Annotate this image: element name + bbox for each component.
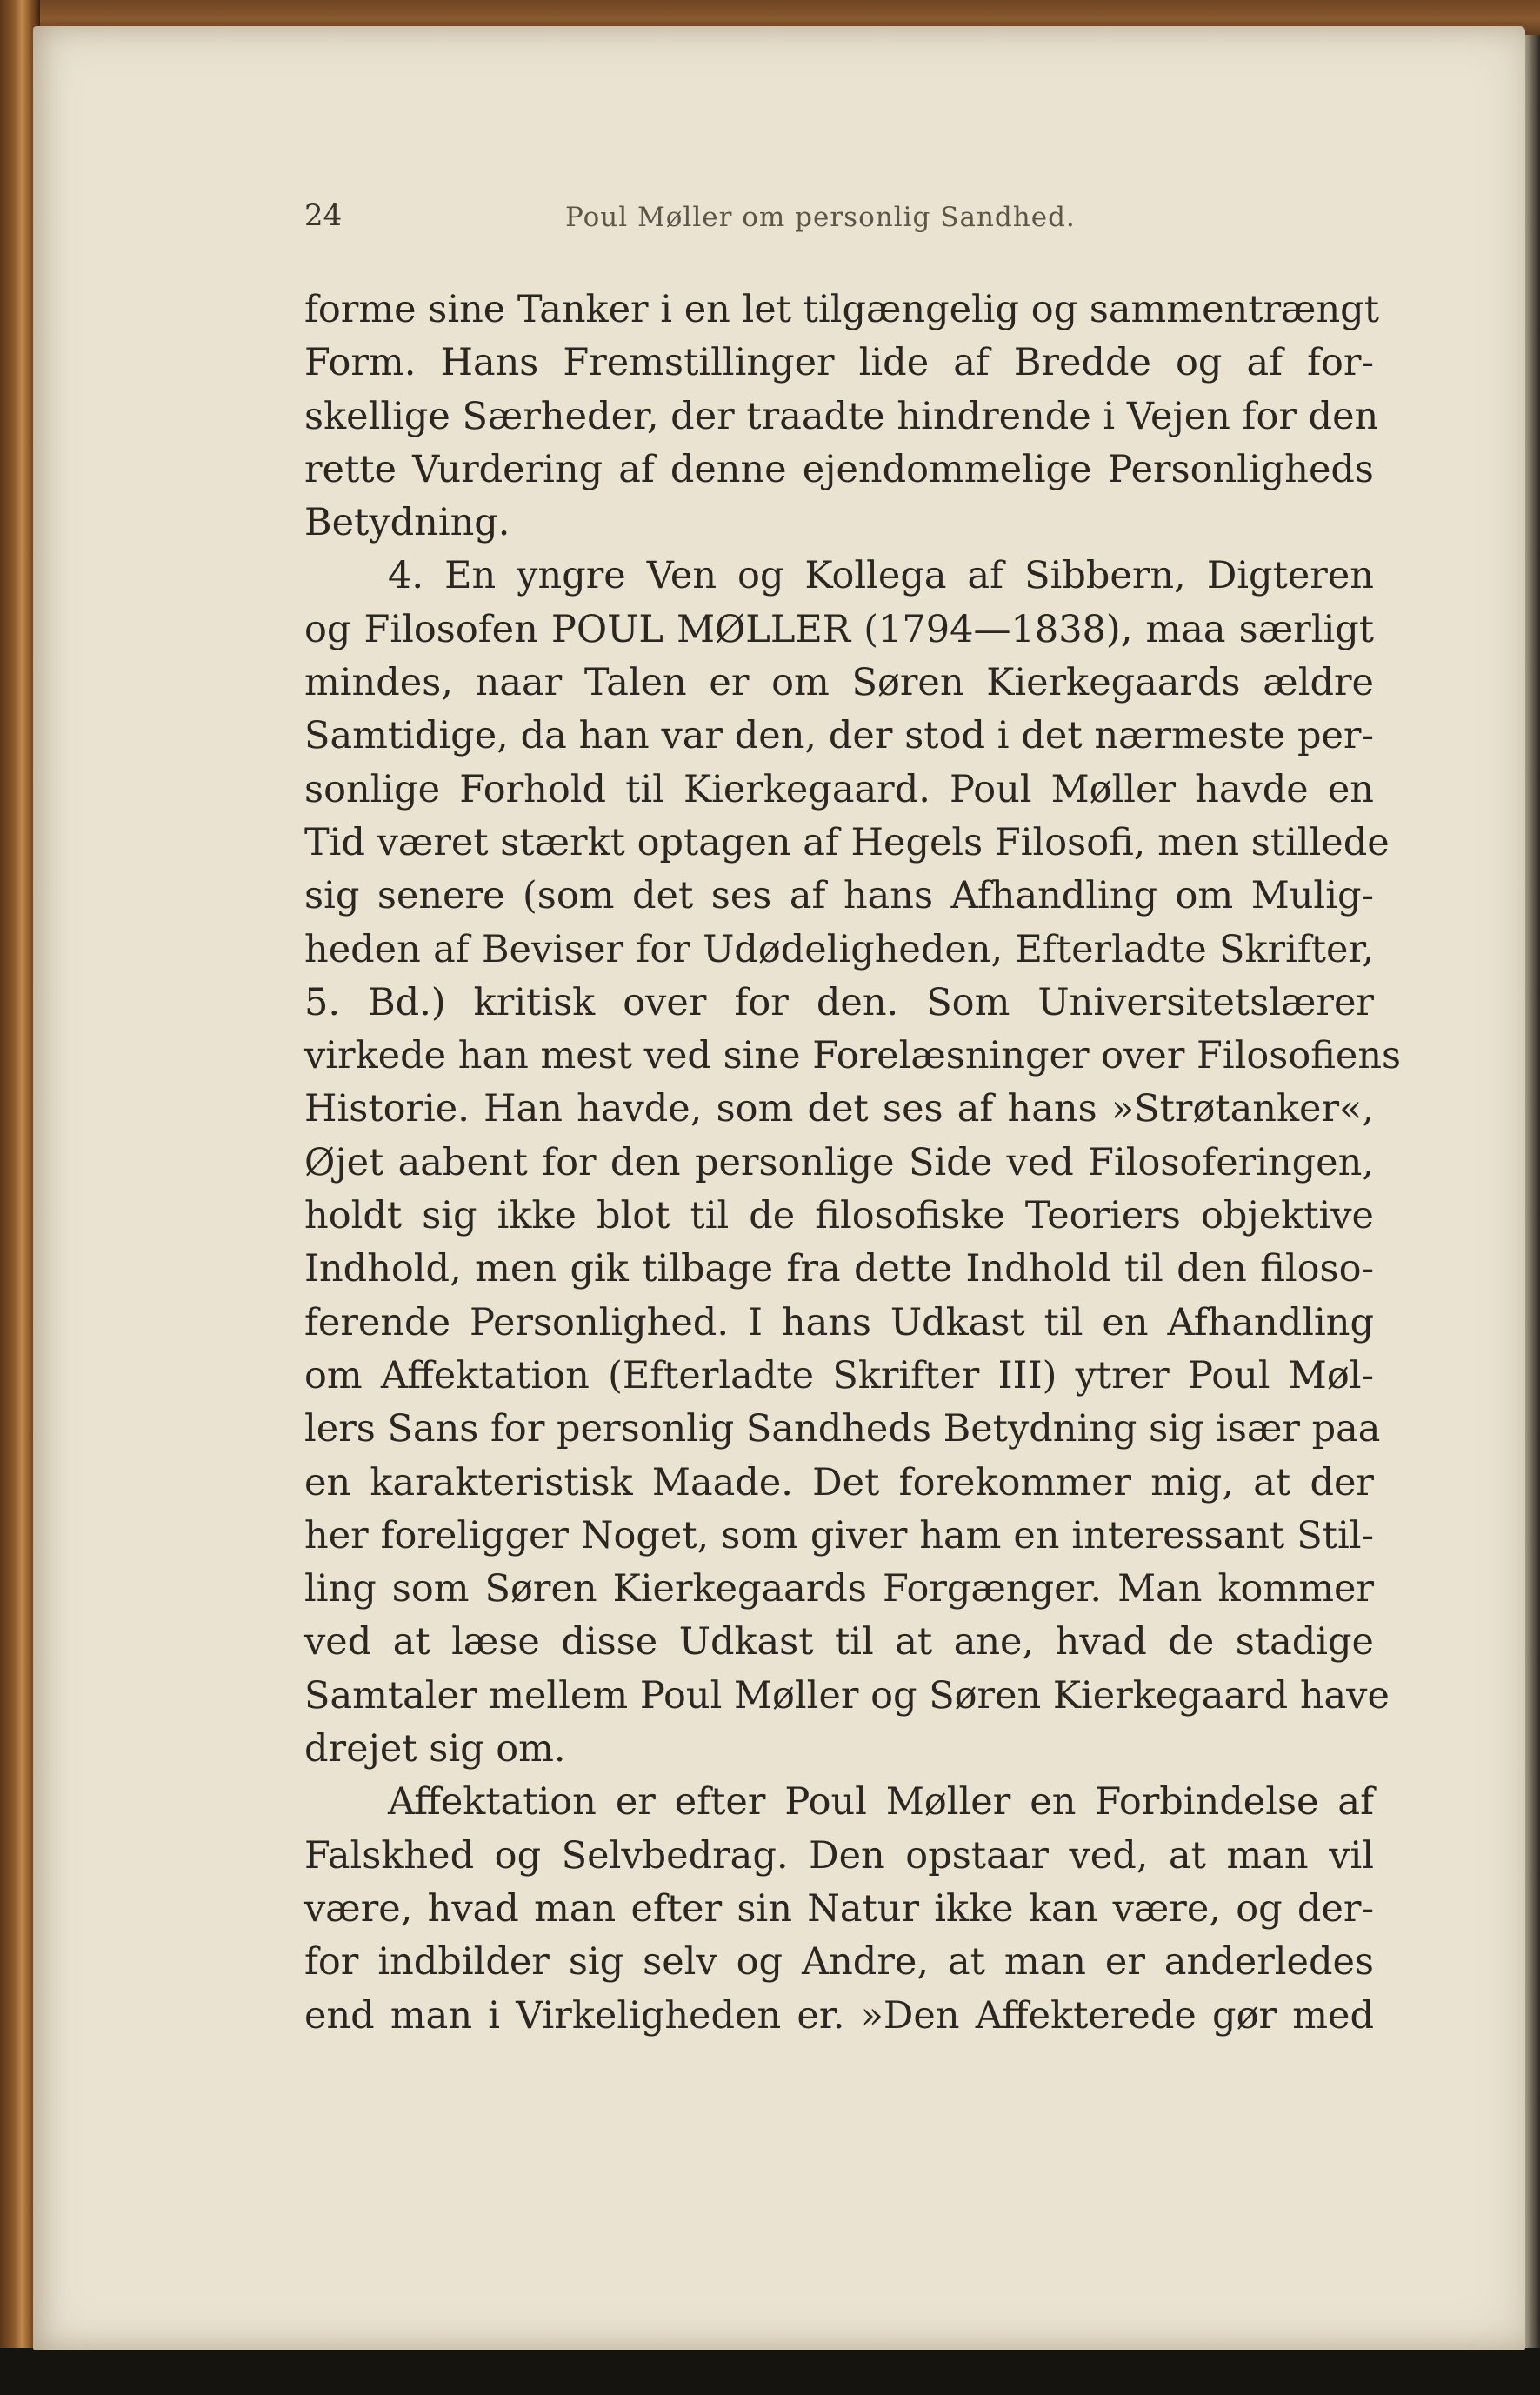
text-line: Falskhed og Selvbedrag. Den opstaar ved, at man vil xyxy=(304,1833,1374,1878)
text-line: rette Vurdering af denne ejendommelige Personligheds xyxy=(304,447,1374,491)
text-line: ved at læse disse Udkast til at ane, hvad de stadige xyxy=(304,1620,1374,1664)
body-text xyxy=(304,284,1402,2043)
text-line: forme sine Tanker i en let tilgængelig og sammentrængt xyxy=(304,288,1379,331)
text-line: drejet sig om. xyxy=(304,1727,566,1771)
text-line: 4. En yngre Ven og Kollega af Sibbern, Digteren xyxy=(388,554,1374,598)
text-line: ferende Personlighed. I hans Udkast til en Afhandling xyxy=(304,1300,1374,1344)
page-number: 24 xyxy=(304,198,343,233)
text-line: Indhold, men gik tilbage fra dette Indhold til den filoso- xyxy=(304,1247,1374,1291)
text-line: Affektation er efter Poul Møller en Forbindelse af xyxy=(388,1780,1374,1825)
text-line: heden af Beviser for Udødeligheden, Efterladte Skrifter, xyxy=(304,927,1374,971)
text-line: 5. Bd.) kritisk over for den. Som Universitetslærer xyxy=(304,980,1374,1024)
text-line: mindes, naar Talen er om Søren Kierkegaards ældre xyxy=(304,661,1374,705)
text-line: være, hvad man efter sin Natur ikke kan være, og der- xyxy=(304,1886,1374,1931)
text-line: end man i Virkeligheden er. »Den Affekterede gør med xyxy=(304,1993,1374,2038)
text-line: sig senere (som det ses af hans Afhandling om Mulig- xyxy=(304,874,1374,918)
text-line: her foreligger Noget, som giver ham en interessant Stil- xyxy=(304,1513,1374,1558)
text-line: om Affektation (Efterladte Skrifter III) ytrer Poul Møl- xyxy=(304,1353,1374,1398)
text-line: sonlige Forhold til Kierkegaard. Poul Møller havde en xyxy=(304,767,1374,811)
text-line: Samtaler mellem Poul Møller og Søren Kierkegaard have xyxy=(304,1673,1390,1718)
running-head: Poul Møller om personlig Sandhed. xyxy=(565,202,1076,233)
text-line: Samtidige, da han var den, der stod i det nærmeste per- xyxy=(304,714,1374,758)
text-line: og Filosofen POUL MØLLER (1794—1838), maa særligt xyxy=(304,607,1374,651)
text-line: ling som Søren Kierkegaards Forgænger. Man kommer xyxy=(304,1567,1374,1611)
text-line: Tid været stærkt optagen af Hegels Filosofi, men stillede xyxy=(304,820,1390,864)
text-line: lers Sans for personlig Sandheds Betydning sig især paa xyxy=(304,1407,1381,1451)
page-header xyxy=(304,198,1374,250)
text-line: virkede han mest ved sine Forelæsninger over Filosofiens xyxy=(304,1034,1402,1078)
text-line: en karakteristisk Maade. Det forekommer mig, at der xyxy=(304,1460,1374,1504)
book-cover-bottom xyxy=(0,2348,1540,2395)
text-line: Øjet aabent for den personlige Side ved Filosoferingen, xyxy=(304,1140,1374,1184)
text-line: for indbilder sig selv og Andre, at man er anderledes xyxy=(304,1940,1374,1985)
text-line: skellige Særheder, der traadte hindrende i Vejen for den xyxy=(304,394,1379,438)
text-line: Historie. Han havde, som det ses af hans »Strøtanker«, xyxy=(304,1087,1374,1131)
text-line: holdt sig ikke blot til de filosofiske Teoriers objektive xyxy=(304,1194,1374,1238)
text-line: Form. Hans Fremstillinger lide af Bredde og af for- xyxy=(304,341,1374,385)
text-line: Betydning. xyxy=(304,501,510,545)
